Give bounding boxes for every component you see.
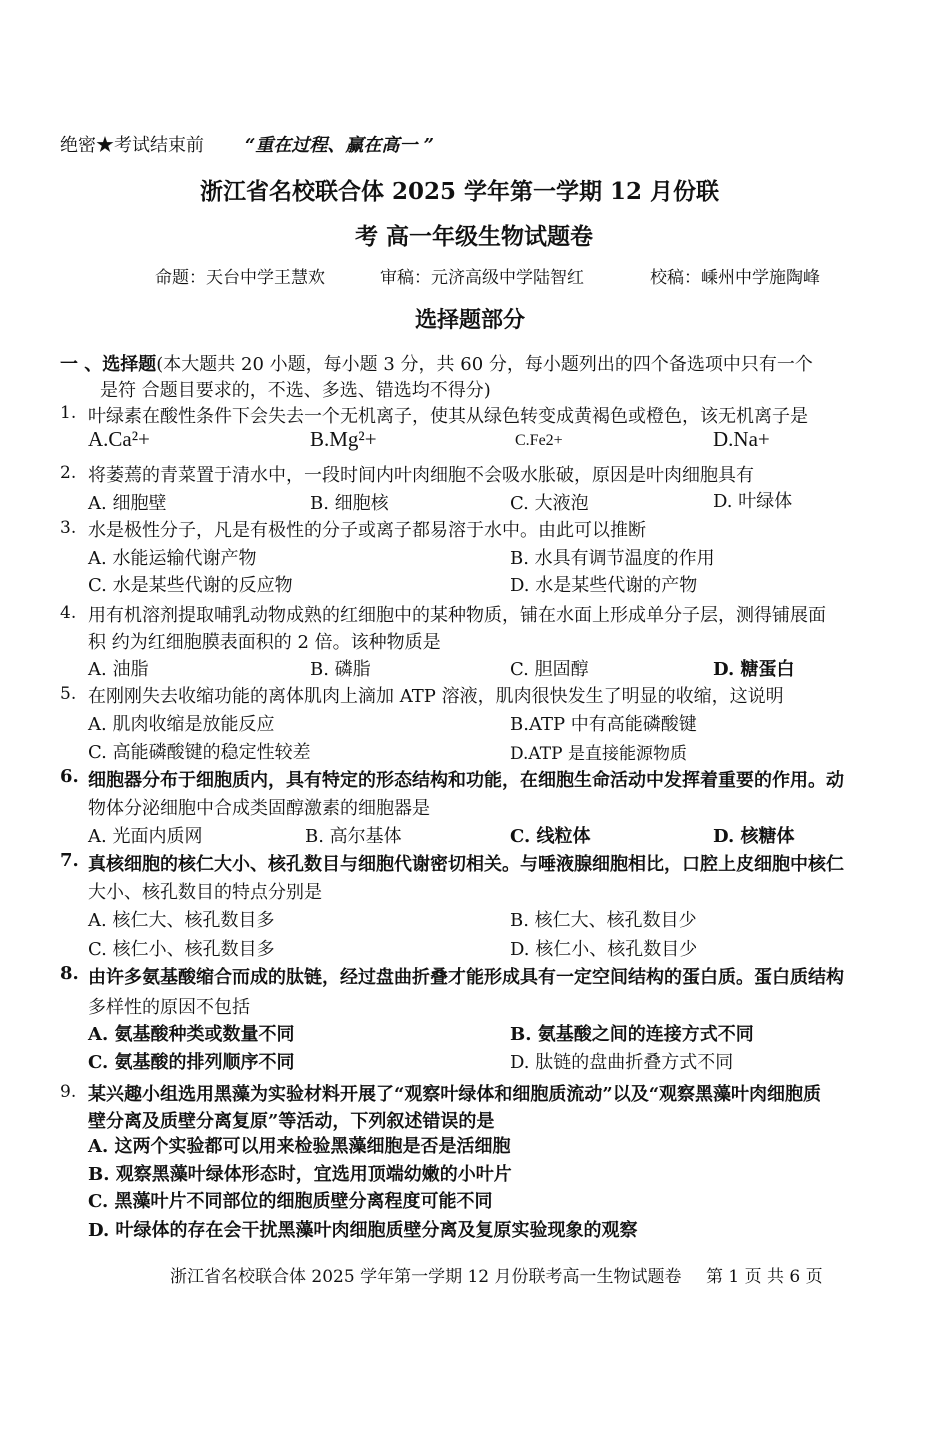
option-d: D. 叶绿体 [713, 491, 793, 512]
option-a: A. 核仁大、核孔数目多 [88, 910, 275, 931]
question-number: 7. [60, 850, 79, 871]
option-d: D. 核糖体 [713, 826, 795, 847]
question-stem-cont: 大小、核孔数目的特点分别是 [88, 882, 322, 903]
section-title: 选择题部分 [415, 307, 526, 333]
option-d: D. 糖蛋白 [713, 659, 795, 680]
option-d: D.ATP 是直接能源物质 [510, 744, 687, 764]
section-type: 选择题 [102, 354, 157, 375]
option-d: D. 核仁小、核孔数目少 [510, 939, 698, 960]
question-stem: 真核细胞的核仁大小、核孔数目与细胞代谢密切相关。与唾液腺细胞相比，口腔上皮细胞中核仁 [88, 854, 844, 875]
question-stem-cont: 多样性的原因不包括 [88, 997, 250, 1018]
option-a: A. 光面内质网 [88, 826, 203, 847]
option-b: B. 核仁大、核孔数目少 [510, 910, 697, 931]
option-c: C. 水是某些代谢的反应物 [88, 575, 293, 596]
question-number: 6. [60, 766, 79, 787]
option-a: A. 水能运输代谢产物 [88, 548, 257, 569]
option-c: C. 黑藻叶片不同部位的细胞质壁分离程度可能不同 [88, 1191, 493, 1212]
question-stem-cont: 壁分离及质壁分离复原”等活动，下列叙述错误的是 [88, 1111, 495, 1132]
section-instructions: (本大题共 20 小题，每小题 3 分，共 60 分，每小题列出的四个备选项中只有一个 [156, 354, 813, 375]
option-b: B. 细胞核 [310, 493, 389, 514]
option-c: C. 高能磷酸键的稳定性较差 [88, 742, 311, 763]
option-b: B. 水具有调节温度的作用 [510, 548, 715, 569]
section-instructions-cont: 是符 合题目要求的，不选、多选、错选均不得分) [100, 380, 491, 401]
option-c: C. 线粒体 [510, 826, 591, 847]
question-number: 8. [60, 963, 79, 984]
question-number: 3. [60, 518, 77, 538]
question-stem: 水是极性分子，凡是有极性的分子或离子都易溶于水中。由此可以推断 [88, 520, 646, 541]
question-number: 5. [60, 684, 77, 704]
paper-title: 浙江省名校联合体 2025 学年第一学期 12 月份联 [200, 178, 720, 205]
option-d: D. 水是某些代谢的产物 [510, 575, 698, 596]
question-stem: 叶绿素在酸性条件下会失去一个无机离子，使其从绿色转变成黄褐色或橙色，该无机离子是 [88, 406, 808, 427]
proofreader-credit: 校稿：嵊州中学施陶峰 [650, 268, 820, 288]
option-d: D. 肽链的盘曲折叠方式不同 [510, 1052, 734, 1073]
section-number: 一 、 [60, 354, 103, 375]
option-a: A. 细胞壁 [88, 493, 167, 514]
question-number: 4. [60, 603, 77, 623]
question-number: 9. [60, 1082, 77, 1102]
option-b: B.ATP 中有高能磷酸键 [510, 714, 697, 735]
setter-credit: 命题：天台中学王慧欢 [155, 268, 325, 288]
slogan: “重在过程、赢在高一 ” [245, 135, 434, 156]
confidential-label: 绝密★考试结束前 [60, 135, 204, 156]
paper-subtitle: 考 高一年级生物试题卷 [355, 223, 594, 250]
option-c: C. 胆固醇 [510, 659, 589, 680]
option-a: A. 这两个实验都可以用来检验黑藻细胞是否是活细胞 [88, 1136, 511, 1157]
question-stem-cont: 积 约为红细胞膜表面积的 2 倍。该种物质是 [88, 632, 441, 653]
reviewer-credit: 审稿：元济高级中学陆智红 [380, 268, 584, 288]
option-c: C.Fe2+ [515, 432, 563, 449]
option-d: D. 叶绿体的存在会干扰黑藻叶肉细胞质壁分离及复原实验现象的观察 [88, 1220, 638, 1241]
option-b: B. 氨基酸之间的连接方式不同 [510, 1024, 754, 1045]
question-number: 2. [60, 463, 77, 483]
option-a: A. 油脂 [88, 659, 149, 680]
question-stem: 由许多氨基酸缩合而成的肽链，经过盘曲折叠才能形成具有一定空间结构的蛋白质。蛋白质结构 [88, 967, 844, 988]
question-stem-cont: 物体分泌细胞中合成类固醇激素的细胞器是 [88, 798, 430, 819]
question-stem: 细胞器分布于细胞质内，具有特定的形态结构和功能，在细胞生命活动中发挥着重要的作用。动 [88, 770, 844, 791]
option-d: D.Na+ [713, 427, 770, 451]
option-c: C. 大液泡 [510, 493, 589, 514]
question-stem: 用有机溶剂提取哺乳动物成熟的红细胞中的某种物质，铺在水面上形成单分子层，测得铺展面 [88, 605, 826, 626]
option-a: A. 氨基酸种类或数量不同 [88, 1024, 295, 1045]
option-b: B. 观察黑藻叶绿体形态时，宜选用顶端幼嫩的小叶片 [88, 1164, 512, 1185]
option-a: A. 肌肉收缩是放能反应 [88, 714, 275, 735]
option-b: B.Mg²+ [310, 427, 377, 451]
question-stem: 某兴趣小组选用黑藻为实验材料开展了“观察叶绿体和细胞质流动”以及“观察黑藻叶肉细胞质 [88, 1084, 822, 1105]
option-a: A.Ca²+ [88, 427, 150, 451]
page-number: 第 1 页 共 6 页 [706, 1267, 823, 1287]
question-stem: 将萎蔫的青菜置于清水中，一段时间内叶肉细胞不会吸水胀破，原因是叶肉细胞具有 [88, 465, 754, 486]
option-b: B. 磷脂 [310, 659, 371, 680]
option-c: C. 氨基酸的排列顺序不同 [88, 1052, 295, 1073]
footer-title: 浙江省名校联合体 2025 学年第一学期 12 月份联考高一生物试题卷 [170, 1267, 682, 1287]
question-number: 1. [60, 403, 77, 423]
question-stem: 在刚刚失去收缩功能的离体肌肉上滴加 ATP 溶液，肌肉很快发生了明显的收缩，这说明 [88, 686, 784, 707]
section-heading [60, 350, 813, 376]
option-c: C. 核仁小、核孔数目多 [88, 939, 275, 960]
option-b: B. 高尔基体 [305, 826, 402, 847]
